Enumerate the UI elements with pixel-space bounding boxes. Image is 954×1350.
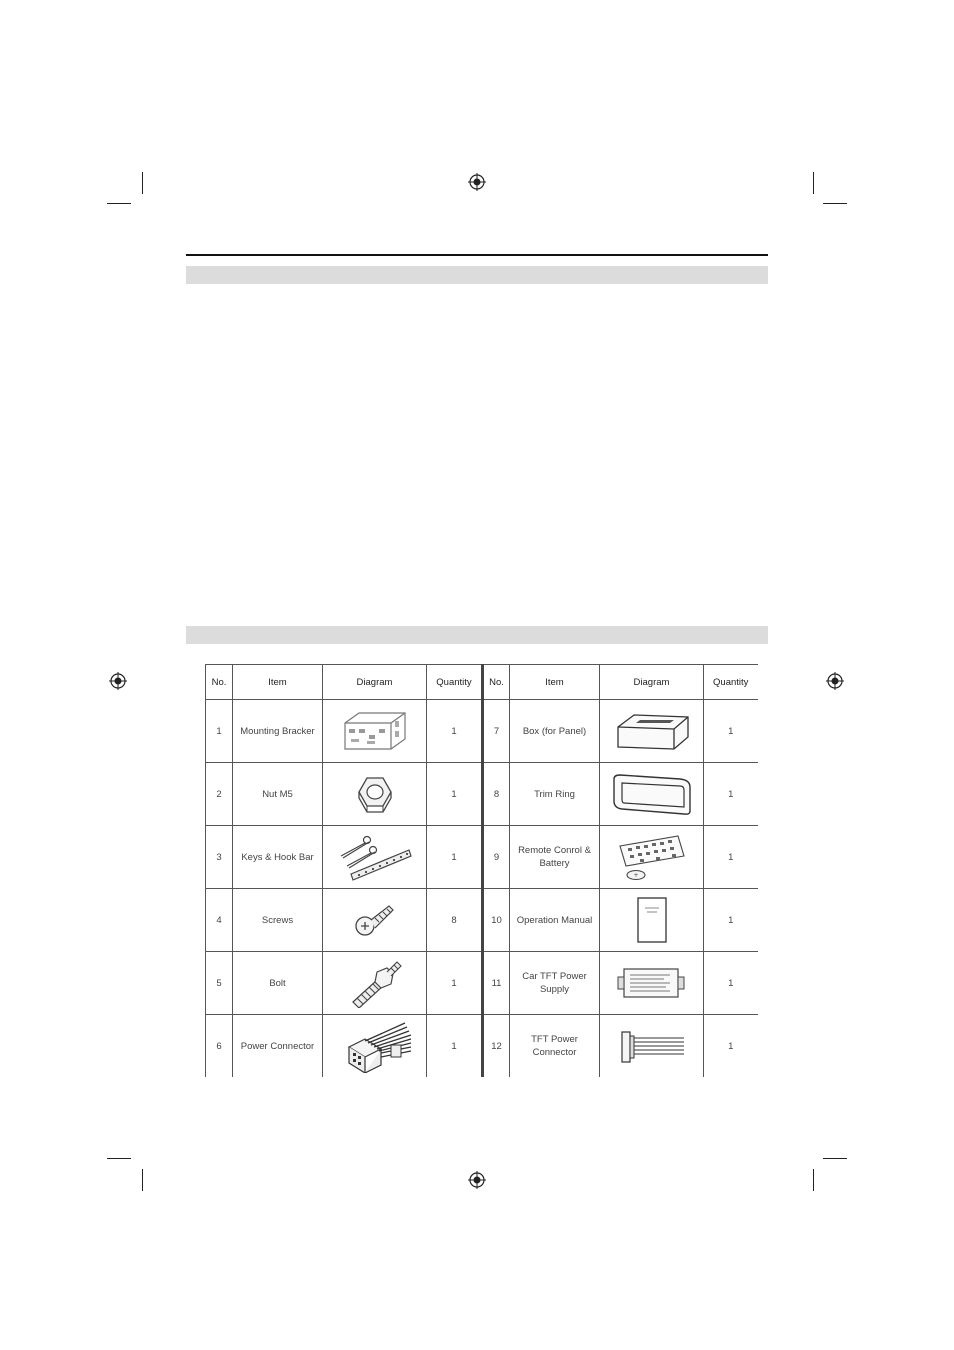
item-quantity: 1 (704, 889, 758, 952)
item-number: 12 (483, 1015, 510, 1078)
item-quantity: 1 (427, 700, 483, 763)
section-band-accessories (186, 626, 768, 644)
item-quantity: 1 (704, 1015, 758, 1078)
item-diagram (600, 826, 704, 889)
item-number: 4 (206, 889, 233, 952)
item-quantity: 1 (704, 952, 758, 1015)
item-diagram (323, 763, 427, 826)
item-name: Mounting Bracker (233, 700, 323, 763)
header-no: No. (206, 665, 233, 700)
item-number: 2 (206, 763, 233, 826)
header-quantity: Quantity (704, 665, 758, 700)
item-diagram (323, 826, 427, 889)
tft-connector-icon (616, 1026, 688, 1066)
power-supply-icon (614, 965, 690, 1001)
header-item: Item (233, 665, 323, 700)
crop-mark-bottom-left-h (107, 1158, 131, 1159)
table-row (206, 826, 758, 889)
item-name: Remote Conrol & Battery (510, 826, 600, 889)
item-diagram (600, 889, 704, 952)
header-diagram: Diagram (600, 665, 704, 700)
section-band-top (186, 266, 768, 284)
crop-mark-bottom-right-h (823, 1158, 847, 1159)
item-diagram (323, 889, 427, 952)
item-name: Screws (233, 889, 323, 952)
screw-icon (353, 898, 397, 942)
item-quantity: 1 (704, 826, 758, 889)
item-name: Operation Manual (510, 889, 600, 952)
panel-box-icon (612, 709, 692, 753)
item-quantity: 1 (427, 1015, 483, 1078)
item-name: Power Connector (233, 1015, 323, 1078)
item-name: TFT Power Connector (510, 1015, 600, 1078)
manual-icon (635, 896, 669, 944)
crop-mark-top-right-v (813, 172, 814, 194)
svg-text:+: + (632, 872, 639, 879)
mounting-bracket-icon (339, 709, 411, 753)
bolt-icon (347, 958, 403, 1008)
item-number: 7 (483, 700, 510, 763)
item-number: 1 (206, 700, 233, 763)
item-name: Box (for Panel) (510, 700, 600, 763)
registration-mark-icon (826, 672, 844, 690)
item-diagram (323, 952, 427, 1015)
item-diagram (600, 763, 704, 826)
item-quantity: 1 (427, 763, 483, 826)
table-row (206, 1015, 758, 1078)
header-no: No. (483, 665, 510, 700)
item-number: 3 (206, 826, 233, 889)
item-quantity: 8 (427, 889, 483, 952)
registration-mark-icon (468, 1171, 486, 1189)
crop-mark-top-left-v (142, 172, 143, 194)
crop-mark-bottom-left-v (142, 1169, 143, 1191)
header-item: Item (510, 665, 600, 700)
registration-mark-icon (468, 173, 486, 191)
table-row (206, 952, 758, 1015)
item-quantity: 1 (704, 763, 758, 826)
crop-mark-top-right-h (823, 203, 847, 204)
item-number: 9 (483, 826, 510, 889)
header-quantity: Quantity (427, 665, 483, 700)
crop-mark-top-left-h (107, 203, 131, 204)
remote-battery-icon (614, 832, 690, 882)
item-diagram (600, 700, 704, 763)
item-name: Trim Ring (510, 763, 600, 826)
item-name: Nut M5 (233, 763, 323, 826)
item-number: 10 (483, 889, 510, 952)
item-quantity: 1 (427, 952, 483, 1015)
table-row (206, 889, 758, 952)
item-quantity: 1 (704, 700, 758, 763)
hex-nut-icon (355, 774, 395, 814)
keys-hook-bar-icon (335, 832, 415, 882)
item-name: Keys & Hook Bar (233, 826, 323, 889)
registration-mark-icon (109, 672, 127, 690)
header-rule (186, 254, 768, 256)
trim-ring-icon (610, 771, 694, 817)
accessories-table (205, 664, 758, 1077)
table-row (206, 700, 758, 763)
item-number: 8 (483, 763, 510, 826)
item-quantity: 1 (427, 826, 483, 889)
crop-mark-bottom-right-v (813, 1169, 814, 1191)
item-diagram (323, 700, 427, 763)
item-number: 5 (206, 952, 233, 1015)
item-name: Car TFT Power Supply (510, 952, 600, 1015)
item-number: 11 (483, 952, 510, 1015)
table-row (206, 763, 758, 826)
table-header-row (206, 665, 758, 700)
header-diagram: Diagram (323, 665, 427, 700)
power-connector-icon (335, 1019, 415, 1073)
item-diagram (323, 1015, 427, 1078)
item-diagram (600, 952, 704, 1015)
item-diagram (600, 1015, 704, 1078)
item-name: Bolt (233, 952, 323, 1015)
item-number: 6 (206, 1015, 233, 1078)
